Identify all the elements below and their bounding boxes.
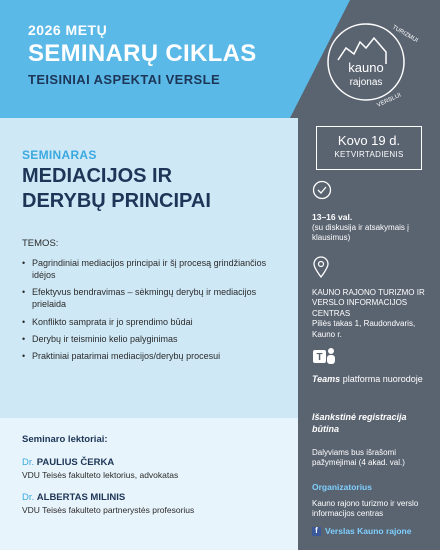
seminar-title [22, 164, 284, 214]
lecturer-name: ALBERTAS MILINIS [36, 492, 126, 503]
event-venue: KAUNO RAJONO TURIZMO IR VERSLO INFORMACIJOS CENTRAS [312, 288, 425, 318]
kauno-rajonas-logo [316, 12, 419, 112]
venue-block [312, 288, 430, 340]
header-series: SEMINARŲ CIKLAS [28, 40, 257, 67]
seminar-title-line2: DERYBŲ PRINCIPAI [22, 190, 211, 212]
logo-bottom-text: VERSLUI [376, 92, 403, 109]
facebook-icon: f [312, 527, 321, 536]
logo-top-text: TURIZMUI [391, 24, 419, 45]
seminar-kicker: SEMINARAS [22, 148, 97, 162]
lecturer-role: VDU Teisės fakulteto lektorius, advokatas [22, 470, 179, 480]
logo-word2: rajonas [349, 77, 383, 88]
lecturer [22, 492, 276, 515]
logo-word1: kauno [348, 60, 384, 75]
clock-check-icon [312, 180, 332, 205]
organizer-name: Kauno rajono turizmo ir verslo informacijos centras [312, 499, 419, 519]
organizer-block [312, 482, 430, 537]
topic-item: • Pagrindiniai mediacijos principai ir šį procesą grindžiančios idėjos [22, 257, 284, 281]
teams-rest: platforma nuorodoje [340, 374, 423, 384]
topic-item: • Praktiniai patarimai mediacijos/derybų procesui [22, 350, 284, 362]
svg-text:T: T [316, 352, 323, 363]
topics-list [22, 257, 284, 362]
time-block [312, 212, 430, 244]
event-date: Kovo 19 d. [337, 133, 401, 148]
event-weekday: KETVIRTADIENIS [334, 150, 404, 159]
topic-item: • Efektyvus bendravimas – sėkmingų derybų ir mediacijos prielaida [22, 286, 284, 310]
header-subtitle: TEISINIAI ASPEKTAI VERSLE [28, 72, 221, 87]
organizer-heading: Organizatorius [312, 482, 372, 492]
lecturer-name: PAULIUS ČERKA [36, 457, 115, 468]
event-time-note: (su diskusija ir atsakymais į klausimus) [312, 223, 409, 243]
seminar-panel [0, 118, 298, 550]
topic-item: • Konflikto samprata ir jo sprendimo būdai [22, 316, 284, 328]
lecturers-heading: Seminaro lektoriai: [22, 434, 108, 445]
event-address: Piliės takas 1, Raudondvaris, Kauno r. [312, 319, 416, 339]
seminar-title-line1: MEDIACIJOS IR [22, 165, 173, 187]
facebook-link[interactable] [312, 526, 430, 537]
teams-line [312, 374, 430, 386]
header-year: 2026 METŲ [28, 22, 108, 38]
lecturer-prefix: Dr. [22, 492, 35, 503]
certificate-note: Dalyviams bus išrašomi pažymėjimai (4 akad. val.) [312, 448, 405, 468]
lecturer [22, 457, 276, 480]
teams-icon [312, 346, 336, 373]
teams-bold: Teams [312, 374, 341, 384]
topic-item: • Derybų ir teisminio kelio palyginimas [22, 333, 284, 345]
registration-note: Išankstinė registracija būtina [312, 412, 407, 434]
lecturer-prefix: Dr. [22, 457, 35, 468]
date-box [316, 126, 422, 170]
event-time: 13–16 val. [312, 212, 353, 222]
lecturer-role: VDU Teisės fakulteto partnerystės profesorius [22, 505, 195, 515]
facebook-label: Verslas Kauno rajone [325, 525, 412, 536]
location-pin-icon [312, 256, 330, 283]
topics-label: TEMOS: [22, 238, 59, 249]
header [28, 22, 257, 87]
lecturers-section [0, 418, 298, 550]
event-info-panel [298, 118, 440, 550]
